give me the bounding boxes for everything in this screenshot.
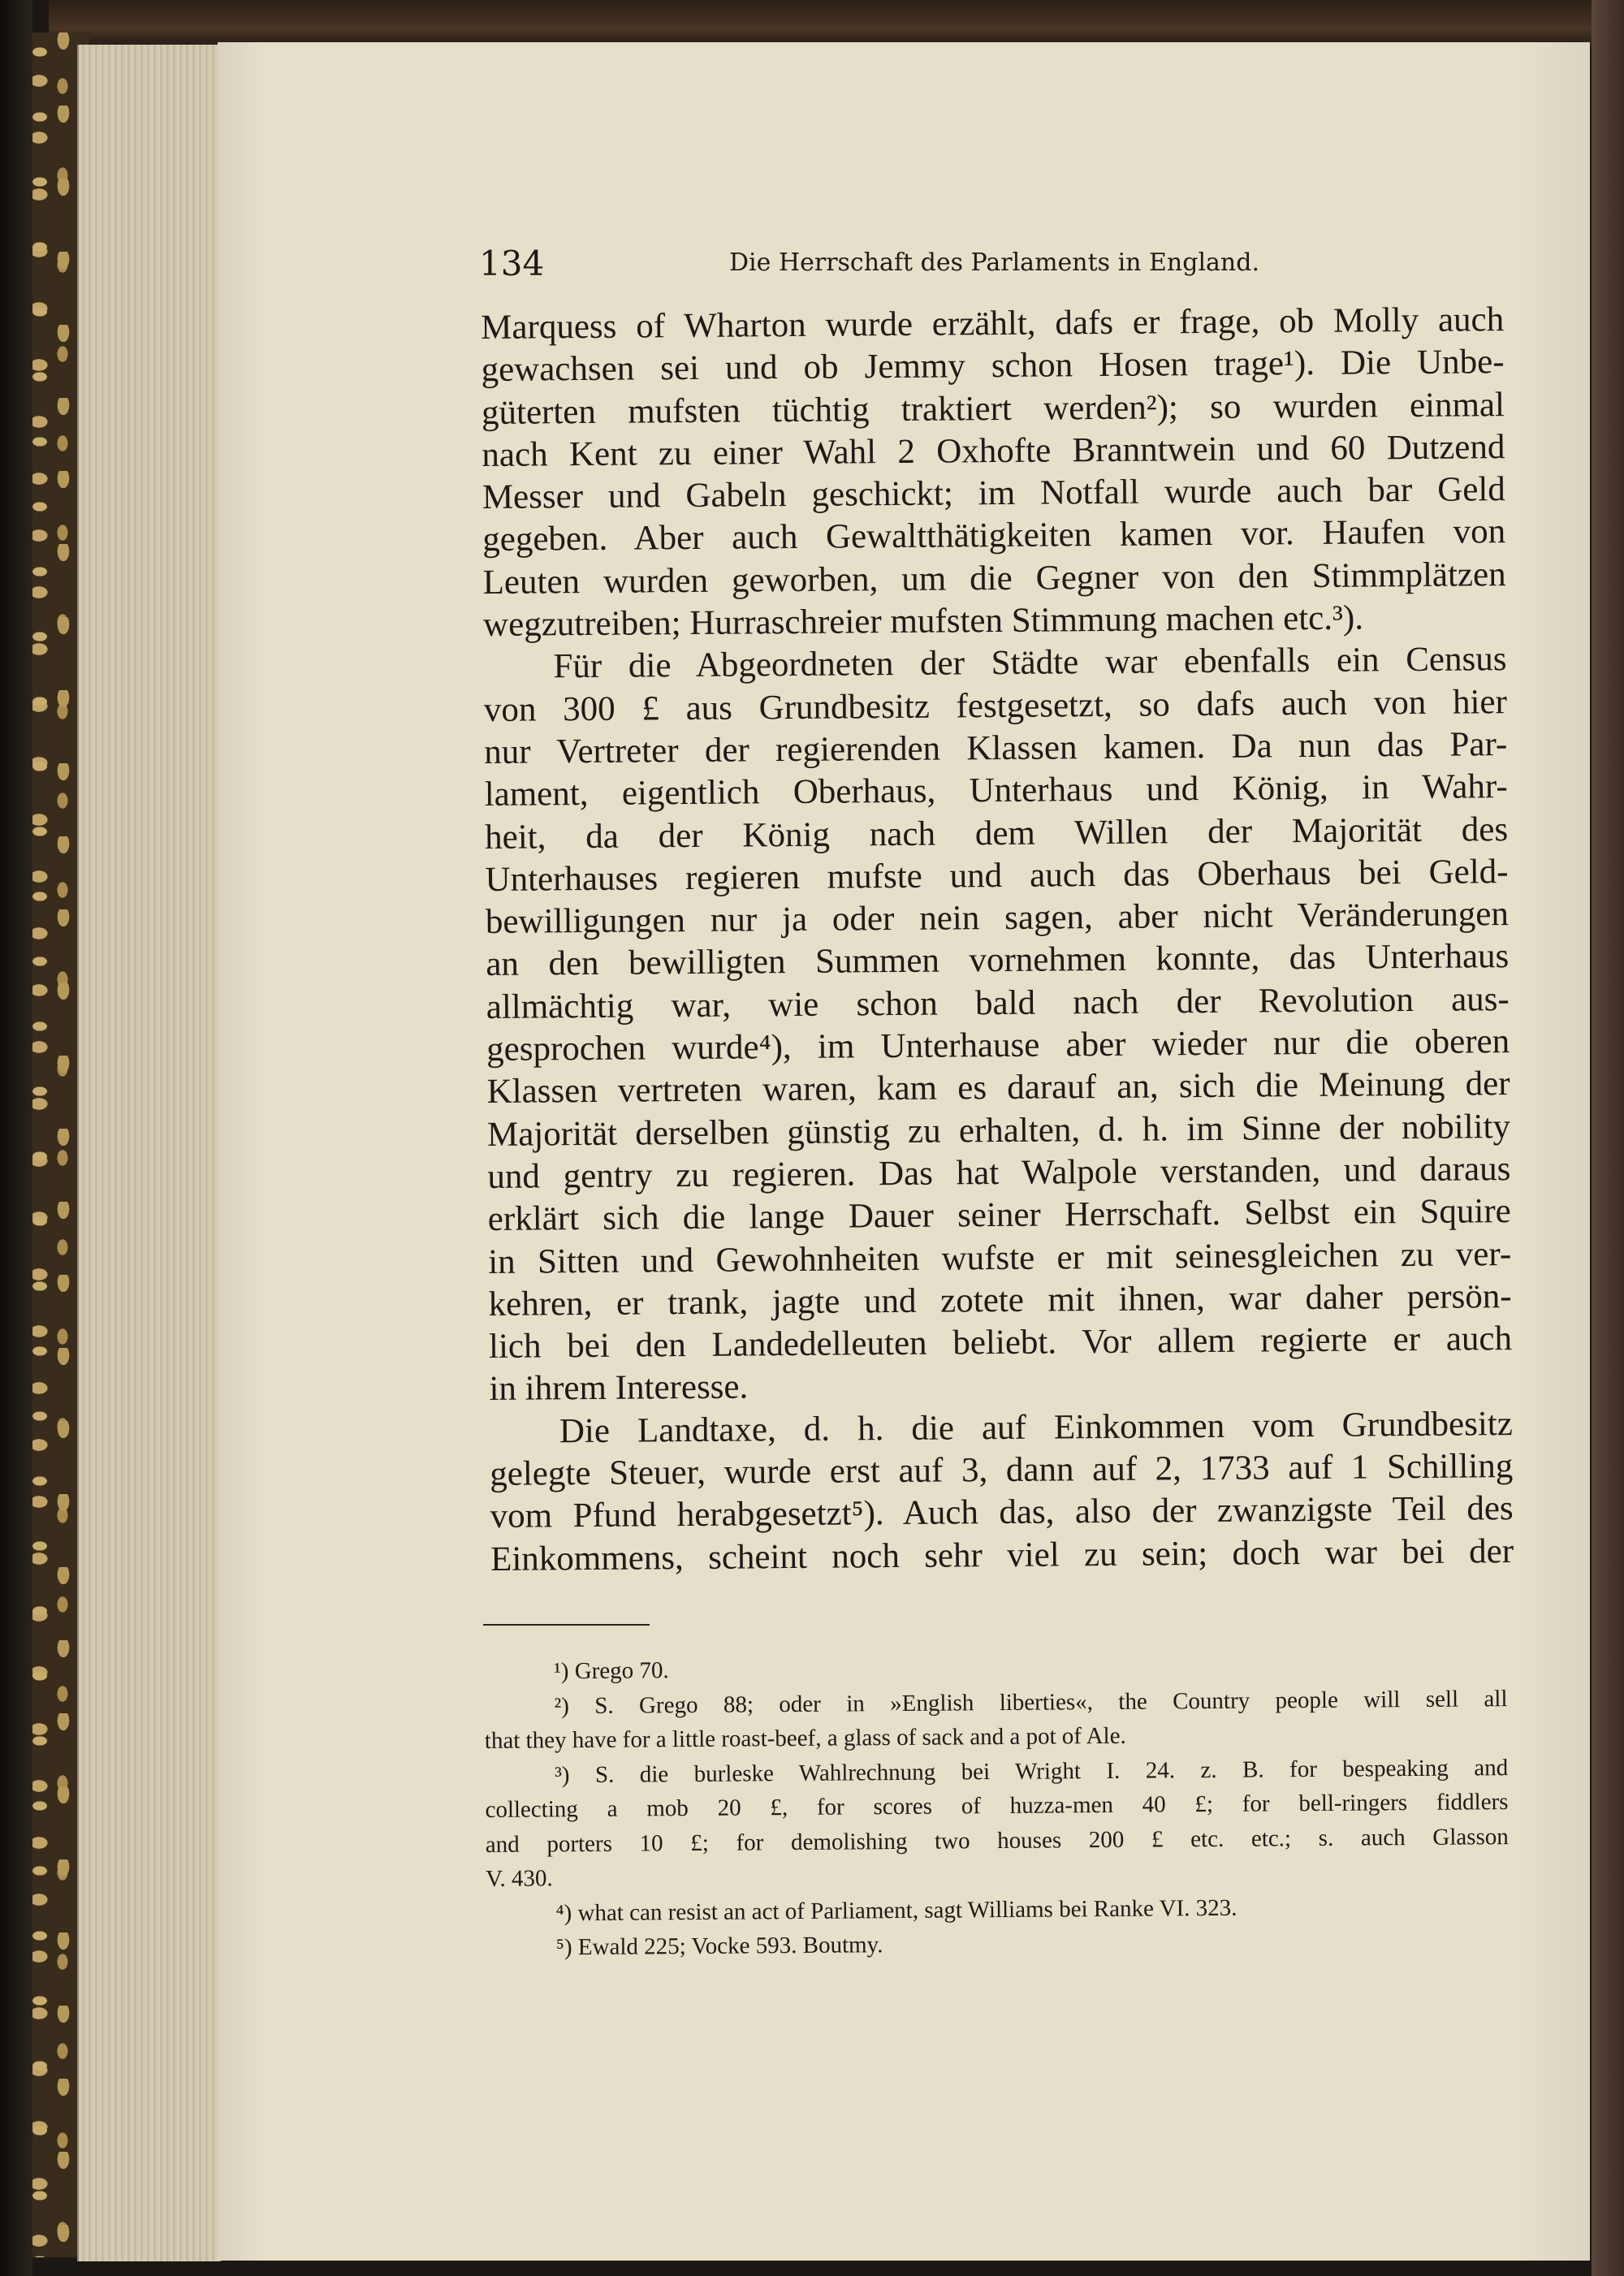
text-line: bewilligungen nur ja oder nein sagen, aber nicht Veränderungen bbox=[485, 895, 1510, 942]
text-line: allmächtig war, wie schon bald nach der Revolution aus- bbox=[486, 979, 1510, 1026]
footnote-line: ³) S. die burleske Wahlrechnung bei Wright I. 24. z. B. for bespeaking and bbox=[555, 1754, 1509, 1788]
text-line: Klassen vertreten waren, kam es darauf an, sich die Meinung der bbox=[486, 1065, 1510, 1112]
text-line: in ihrem Interesse. bbox=[489, 1367, 749, 1409]
text-line: lich bei den Landedelleuten beliebt. Vor allem regierte er auch bbox=[488, 1319, 1513, 1367]
text-line: gelegte Steuer, wurde erst auf 3, dann auf 2, 1733 auf 1 Schilling bbox=[490, 1447, 1514, 1493]
text-line: Majorität derselben günstig zu erhalten, d. h. im Sinne der nobility bbox=[486, 1107, 1511, 1154]
text-line: erklärt sich die lange Dauer seiner Herrschaft. Selbst ein Squire bbox=[487, 1192, 1511, 1239]
text-line: und gentry zu regieren. Das hat Walpole verstanden, und daraus bbox=[487, 1150, 1511, 1196]
footnote-5: ⁵) Ewald 225; Vocke 593. Boutmy. bbox=[555, 1932, 883, 1961]
text-line: güterten mufsten tüchtig traktiert werden²); so wurden einmal bbox=[481, 385, 1505, 432]
text-line: in Sitten und Gewohnheiten wufste er mit seinesgleichen zu ver- bbox=[488, 1234, 1512, 1281]
page-block-edges bbox=[77, 45, 221, 2261]
book-cover-edge bbox=[0, 0, 32, 2276]
text-line: Einkommens, scheint noch sehr viel zu sein; doch war bei der bbox=[490, 1531, 1514, 1579]
footnote-3 bbox=[485, 1751, 1509, 1897]
text-line: nach Kent zu einer Wahl 2 Oxhofte Branntwein und 60 Dutzend bbox=[482, 427, 1505, 474]
footnote-line: and porters 10 £; for demolishing two houses 200 £ etc. etc.; s. auch Glasson bbox=[485, 1823, 1509, 1858]
text-line: gewachsen sei und ob Jemmy schon Hosen trage¹). Die Unbe- bbox=[481, 343, 1505, 390]
footnote-line: ²) S. Grego 88; oder in »English liberties«, the Country people will sell all bbox=[554, 1685, 1508, 1719]
footnotes bbox=[484, 1647, 1510, 1965]
text-line: Unterhauses regieren mufste und auch das Oberhaus bei Geld- bbox=[485, 852, 1509, 899]
text-line: von 300 £ aus Grundbesitz festgesetzt, so dafs auch von hier bbox=[483, 682, 1508, 729]
text-line: nur Vertreter der regierenden Klassen kamen. Da nun das Par- bbox=[484, 725, 1508, 771]
running-title: Die Herrschaft des Parlaments in England. bbox=[729, 248, 1259, 277]
book-right-edge bbox=[1592, 0, 1624, 2276]
book-top-edge bbox=[49, 0, 1624, 49]
paragraph-2 bbox=[483, 638, 1512, 1410]
footnote-rule bbox=[483, 1624, 650, 1626]
page-header bbox=[479, 244, 1559, 292]
footnote-line: collecting a mob 20 £, for scores of huzza-men 40 £; for bell-ringers fiddlers bbox=[485, 1789, 1509, 1823]
footnote-4: ⁴) what can resist an act of Parliament, sagt Williams bei Ranke VI. 323. bbox=[555, 1894, 1237, 1926]
text-line: gesprochen wurde⁴), im Unterhause aber wieder nur die oberen bbox=[486, 1022, 1510, 1069]
text-line: lament, eigentlich Oberhaus, Unterhaus und König, in Wahr- bbox=[484, 767, 1508, 814]
footnote-line: V. 430. bbox=[486, 1865, 553, 1892]
text-line: Die Landtaxe, d. h. die auf Einkommen vom Grundbesitz bbox=[559, 1404, 1514, 1450]
footnote-1: ¹) Grego 70. bbox=[554, 1657, 669, 1685]
text-line: vom Pfund herabgesetzt⁵). Auch das, also der zwanzigste Teil des bbox=[490, 1489, 1514, 1536]
text-line: Für die Abgeordneten der Städte war ebenfalls ein Census bbox=[553, 640, 1507, 686]
text-line: heit, da der König nach dem Willen der Majorität des bbox=[484, 810, 1509, 857]
paragraph-1 bbox=[481, 299, 1506, 646]
text-line: an den bewilligten Summen vornehmen konnte, das Unterhaus bbox=[486, 937, 1510, 984]
text-line: gegeben. Aber auch Gewaltthätigkeiten kamen vor. Haufen von bbox=[482, 512, 1506, 559]
text-line: Marquess of Wharton wurde erzählt, dafs er frage, ob Molly auch bbox=[481, 300, 1505, 347]
text-line: wegzutreiben; Hurraschreier mufsten Stimmung machen etc.³). bbox=[482, 598, 1364, 645]
footnote-line: that they have for a little roast-beef, a glass of sack and a pot of Ale. bbox=[484, 1722, 1126, 1754]
page-number: 134 bbox=[479, 244, 545, 283]
text-line: kehren, er trank, jagte und zotete mit ihnen, war daher persön- bbox=[488, 1276, 1512, 1324]
text-line: Leuten wurden geworben, um die Gegner von den Stimmplätzen bbox=[482, 555, 1506, 602]
footnote-2 bbox=[484, 1682, 1508, 1759]
text-line: Messer und Gabeln geschickt; im Notfall wurde auch bar Geld bbox=[482, 470, 1505, 517]
paragraph-3 bbox=[490, 1403, 1514, 1581]
body-text bbox=[481, 299, 1514, 1581]
